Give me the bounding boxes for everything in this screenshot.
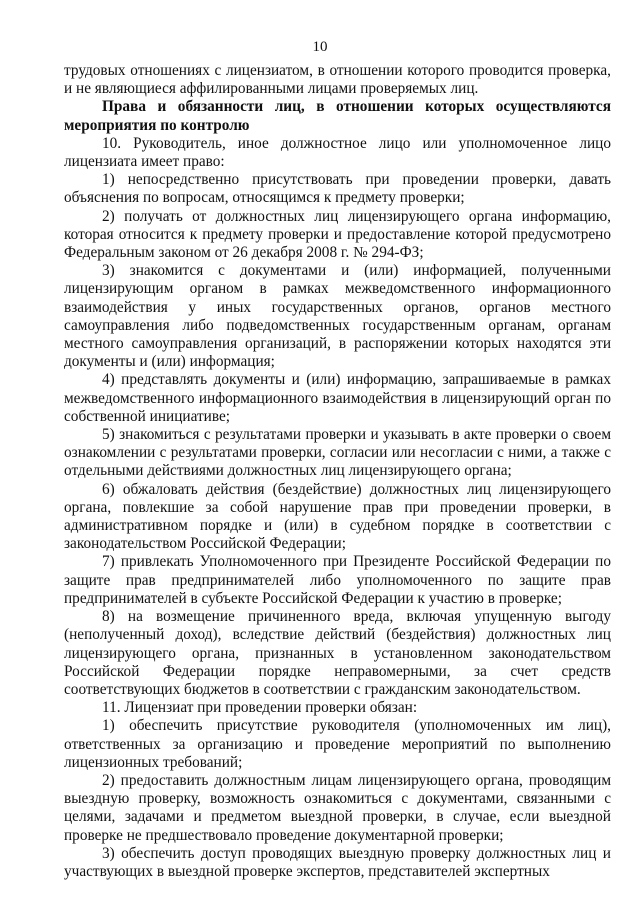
paragraph-item-10-8: 8) на возмещение причиненного вреда, включая упущенную выгоду (неполученный доход), вследствие действий (бездействия) должностных лиц лицензирующего органа, признанных в установленном законодательством Российской Федерации порядке неправомерными, за счет средств соответствующих бюджетов в соответствии с гражданским законодательством.	[64, 608, 611, 698]
paragraph-item-10-2: 2) получать от должностных лиц лицензирующего органа информацию, которая относится к предмету проверки и предоставление которой предусмотрено Федеральным законом от 26 декабря 2008 г. № 294-ФЗ;	[64, 207, 611, 262]
paragraph-continuation: трудовых отношениях с лицензиатом, в отношении которого проводится проверка, и не являющиеся аффилированными лицами проверяемых лиц.	[64, 62, 611, 98]
paragraph-clause-11: 11. Лицензиат при проведении проверки обязан:	[102, 699, 418, 717]
paragraph-item-11-3: 3) обеспечить доступ проводящих выездную проверку должностных лиц и участвующих в выездной проверке экспертов, представителей экспертных	[64, 844, 611, 880]
paragraph-item-11-1: 1) обеспечить присутствие руководителя (уполномоченных им лиц), ответственных за организацию и проведение мероприятий по выполнению лицензионных требований;	[64, 717, 611, 771]
paragraph-item-10-1: 1) непосредственно присутствовать при проведении проверки, давать объяснения по вопросам, относящимся к предмету проверки;	[64, 171, 611, 207]
paragraph-item-10-7: 7) привлекать Уполномоченного при Президенте Российской Федерации по защите прав предпринимателей либо уполномоченного по защите прав предпринимателей в субъекте Российской Федерации к участию в проверке;	[64, 553, 611, 607]
paragraph-item-10-6: 6) обжаловать действия (бездействие) должностных лиц лицензирующего органа, повлекшие за собой нарушение прав при проведении проверки, в административном порядке и (или) в судебном порядке в соответствии с законодательством Российской Федерации;	[64, 480, 611, 553]
paragraph-item-11-2: 2) предоставить должностным лицам лицензирующего органа, проводящим выездную проверку, возможность ознакомиться с документами, связанными с целями, задачами и предметом выездной проверки, в случае, если выездной проверке не предшествовало проведение документарной проверки;	[64, 771, 611, 844]
paragraph-item-10-4: 4) представлять документы и (или) информацию, запрашиваемые в рамках межведомственного информационного взаимодействия в лицензирующий орган по собственной инициативе;	[64, 371, 611, 425]
paragraph-item-10-5: 5) знакомиться с результатами проверки и указывать в акте проверки о своем ознакомлении с результатами проверки, согласии или несогласии с ними, а также с отдельными действиями должностных лиц лицензирующего органа;	[64, 426, 611, 480]
section-heading: Права и обязанности лиц, в отношении которых осуществляются мероприятия по контролю	[64, 98, 611, 134]
document-body	[64, 62, 611, 881]
paragraph-clause-10: 10. Руководитель, иное должностное лицо или уполномоченное лицо лицензиата имеет право:	[64, 134, 611, 171]
paragraph-item-10-3: 3) знакомится с документами и (или) информацией, полученными лицензирующим органом в рамках межведомственного информационного взаимодействия у иных государственных органов, органов местного самоуправления либо подведомственных государственным органам, органам местного самоуправления организаций, в распоряжении которых находятся эти документы и (или) информация;	[64, 262, 611, 371]
page-number: 10	[312, 39, 328, 55]
